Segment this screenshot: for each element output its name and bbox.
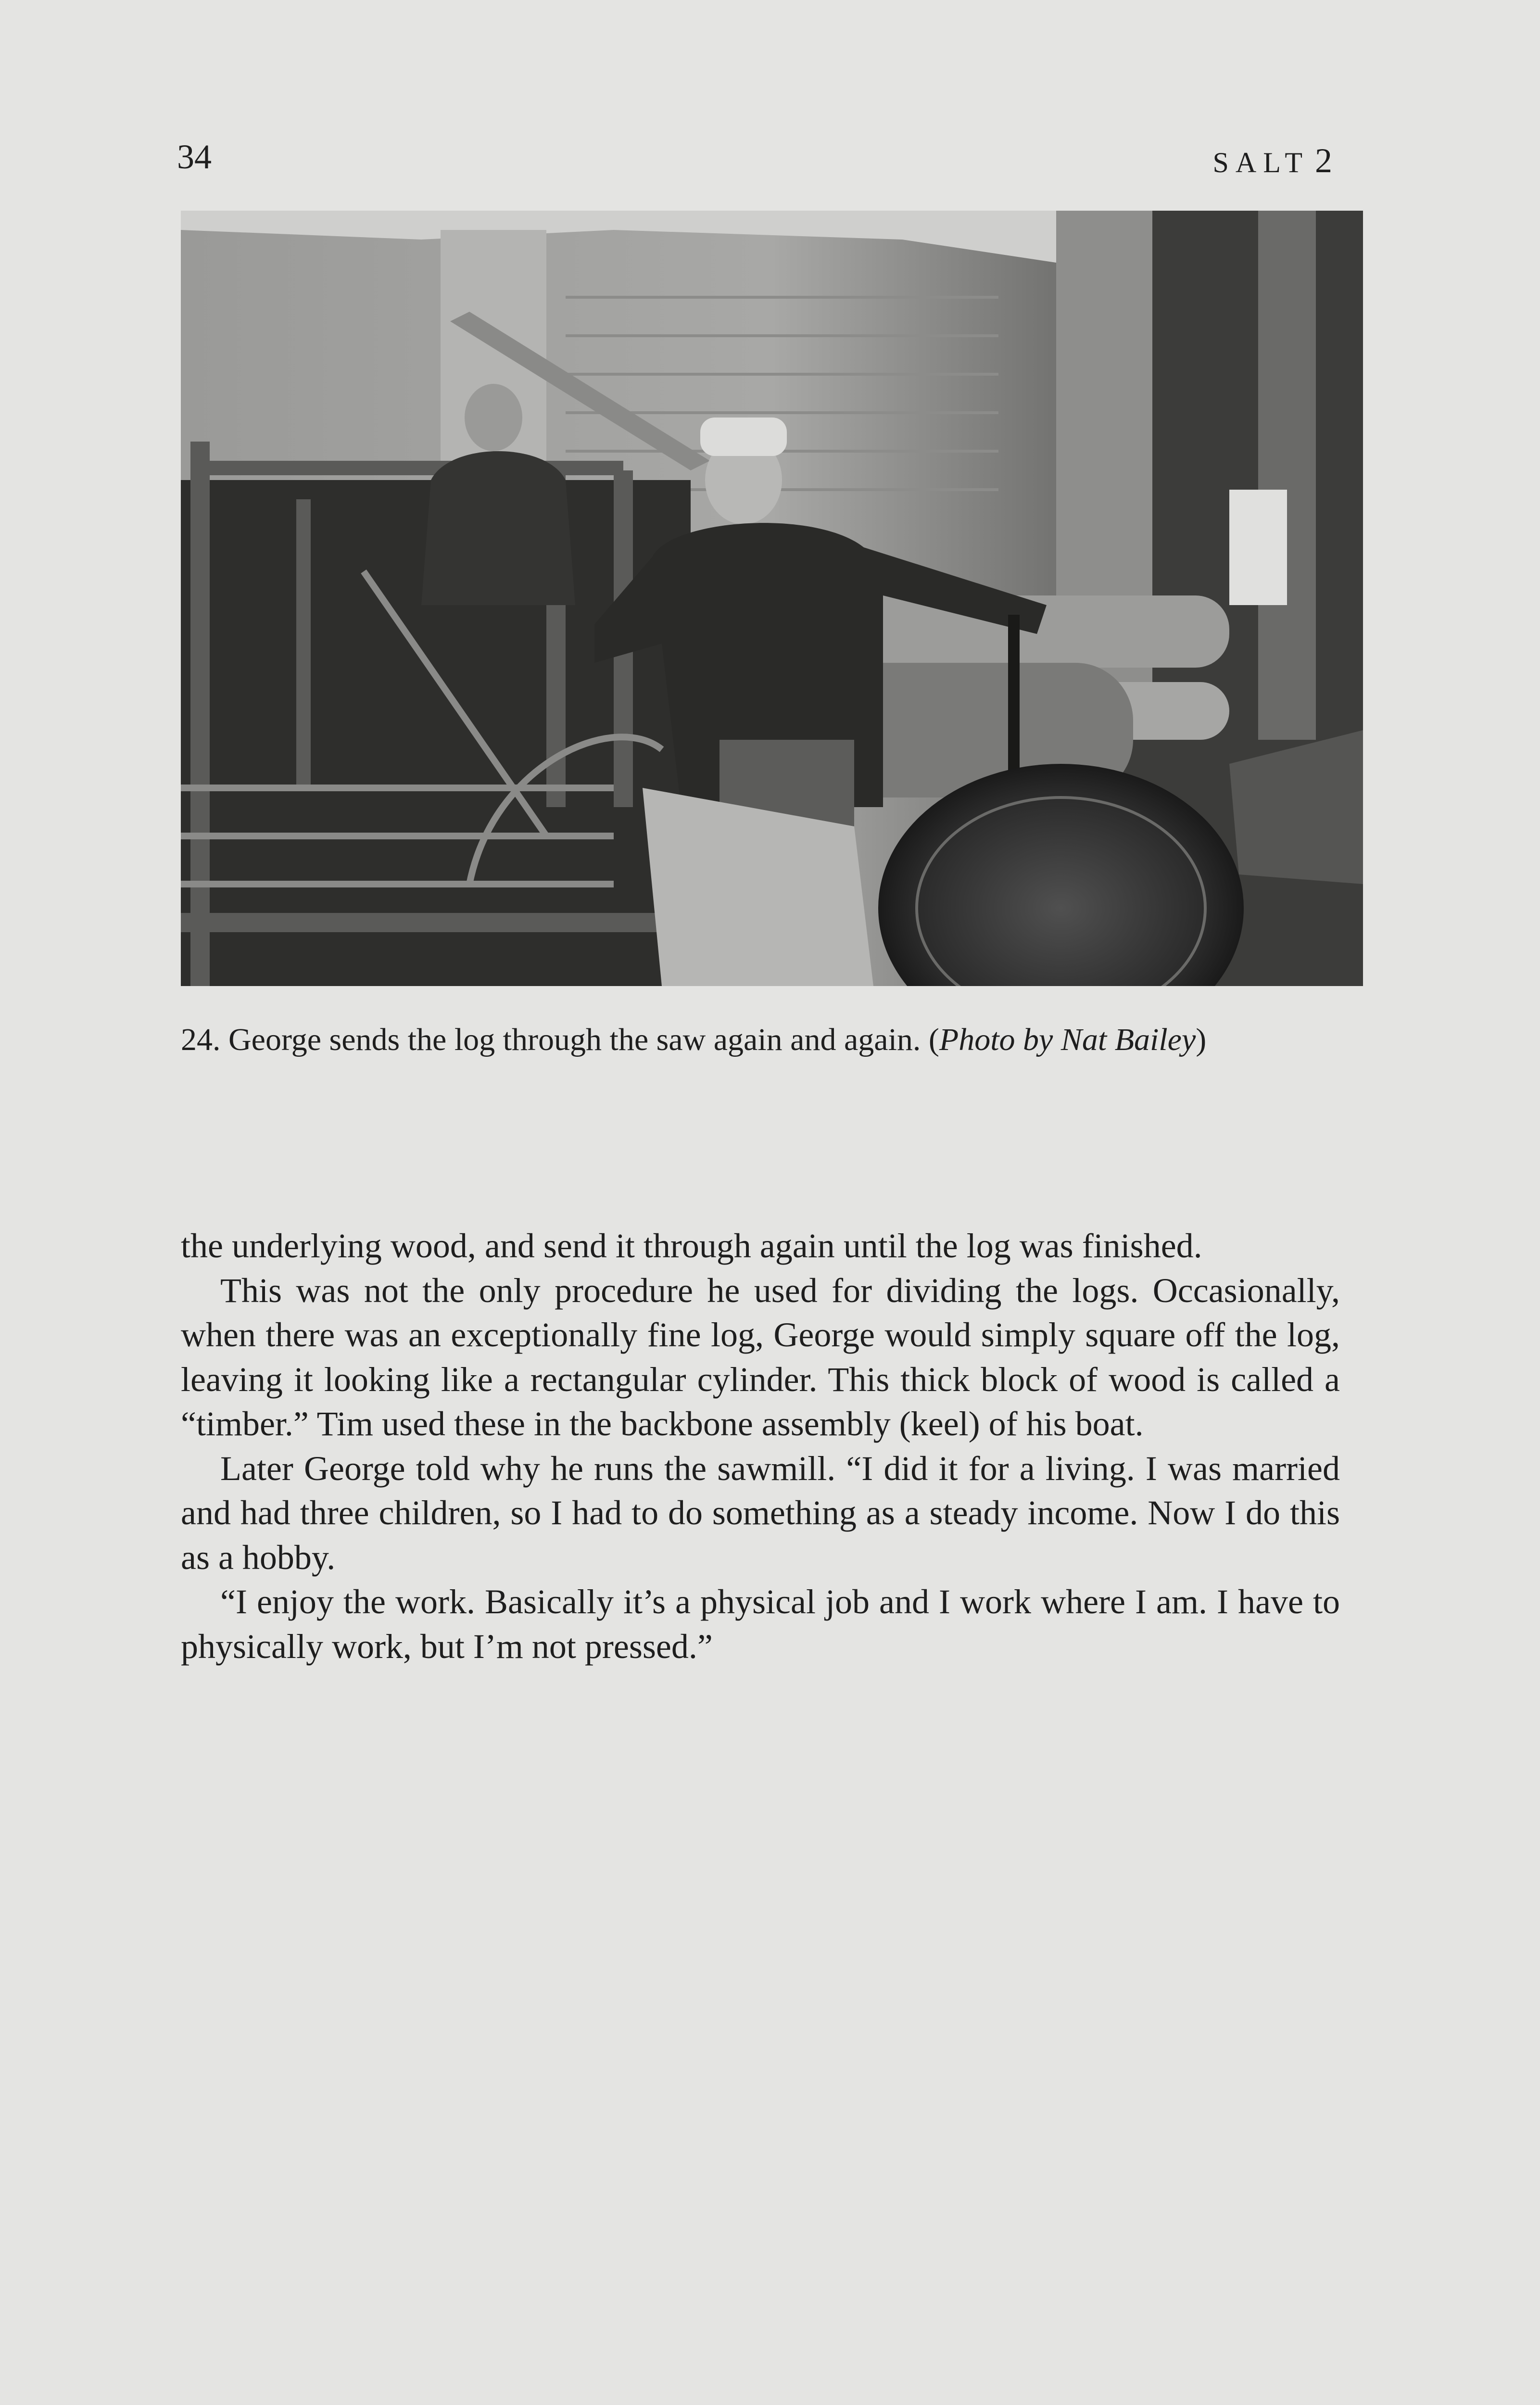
caption-close: ) [1196,1022,1207,1057]
paragraph-2: This was not the only procedure he used for dividing the logs. Occasionally, when there was an exceptionally fine log, George would simply square off the log, leaving it looking like a rectangular cylinder. This thick block of wood is called a “timber.” Tim used these in the backbone assembly (keel) of his boat. [181,1271,1340,1443]
running-head-title: SALT [1212,147,1309,178]
sawmill-photo-illustration [181,211,1363,986]
body-text [181,1224,1340,1669]
page-number: 34 [177,138,212,176]
paragraph-3: Later George told why he runs the sawmill. “I did it for a living. I was married and had three children, so I had to do something as a steady income. Now I do this as a hobby. [181,1449,1340,1577]
paragraph-1: the underlying wood, and send it through again until the log was finished. [181,1227,1202,1265]
figure-caption [181,1019,1340,1061]
caption-credit: Photo by Nat Bailey [939,1022,1196,1057]
running-head-volume: 2 [1315,141,1332,180]
caption-text: 24. George sends the log through the saw again and again. ( [181,1022,939,1057]
sawmill-photo [181,211,1363,986]
paragraph-4: “I enjoy the work. Basically it’s a physical job and I work where I am. I have to physically work, but I’m not pressed.” [181,1582,1340,1666]
running-head [1213,143,1333,178]
